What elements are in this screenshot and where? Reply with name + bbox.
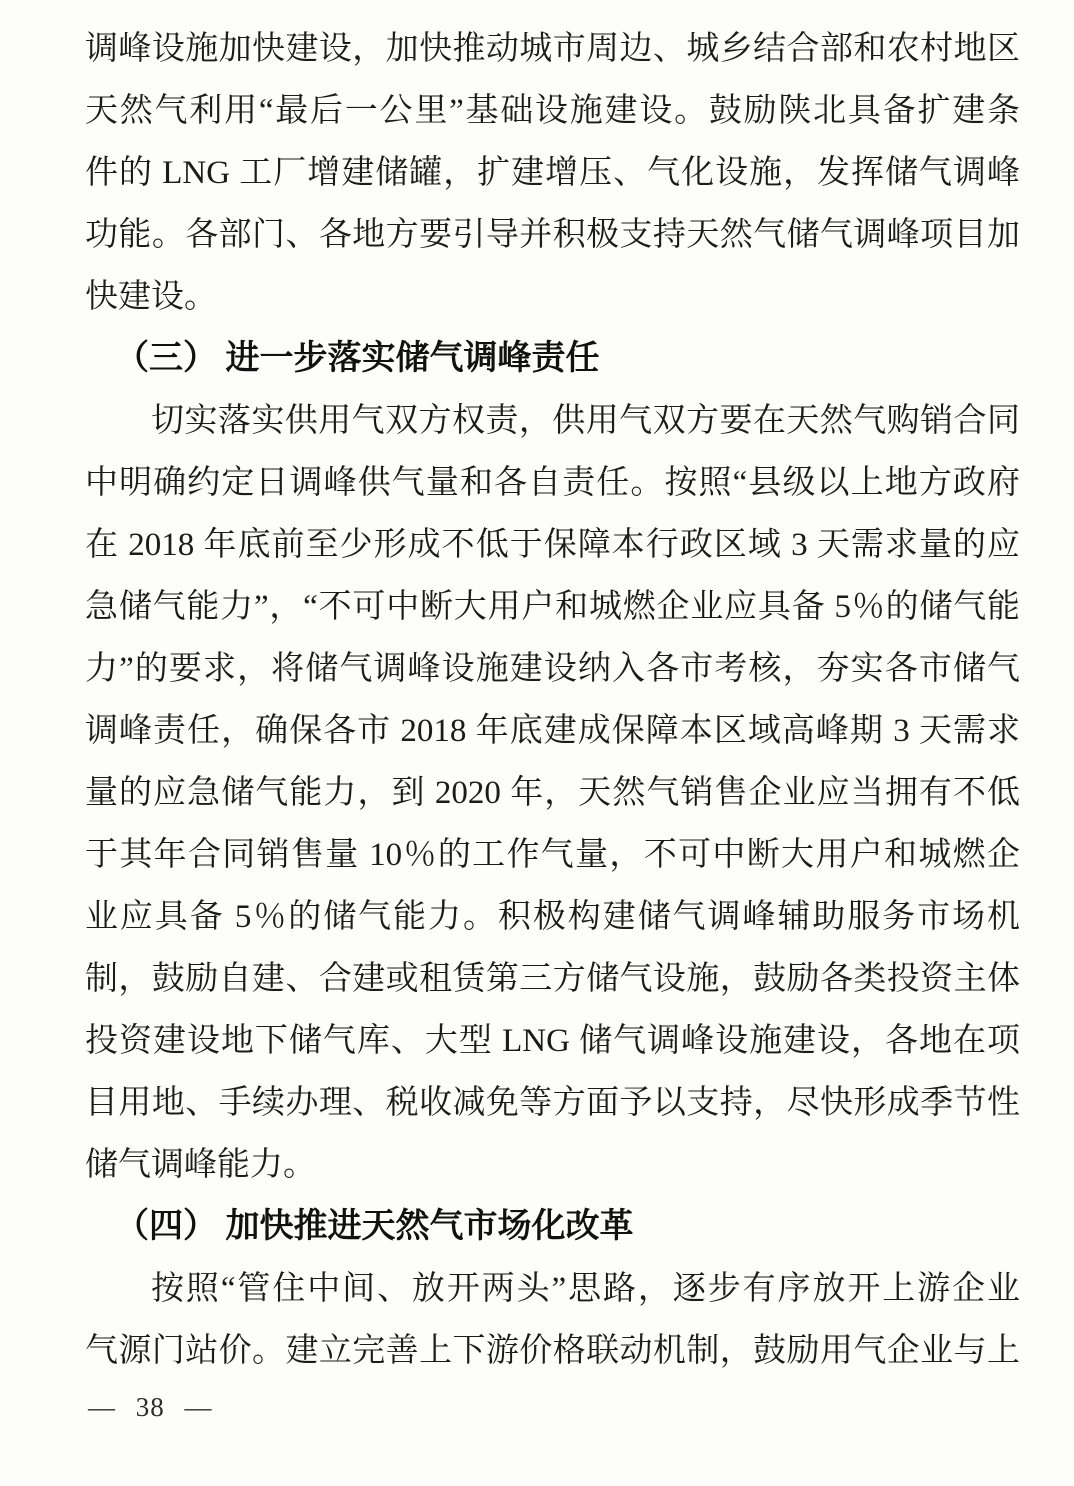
- paragraph-storage-responsibility: [85, 390, 1020, 1196]
- text-line: 功能。各部门、各地方要引导并积极支持天然气储气调峰项目加: [85, 217, 1020, 253]
- text-line: 调峰责任，确保各市 2018 年底建成保障本区域高峰期 3 天需求: [85, 713, 1020, 749]
- text-line: 制，鼓励自建、合建或租赁第三方储气设施，鼓励各类投资主体: [85, 961, 1020, 997]
- text-line: 在 2018 年底前至少形成不低于保障本行政区域 3 天需求量的应: [85, 527, 1020, 563]
- section-heading-4: （四） 加快推进天然气市场化改革: [115, 1208, 634, 1245]
- section-heading-3: （三） 进一步落实储气调峰责任: [115, 340, 600, 377]
- text-line: 力”的要求，将储气调峰设施建设纳入各市考核，夯实各市储气: [85, 651, 1020, 687]
- text-line: 业应具备 5％的储气能力。积极构建储气调峰辅助服务市场机: [85, 899, 1020, 935]
- text-line: 气源门站价。建立完善上下游价格联动机制，鼓励用气企业与上: [85, 1333, 1020, 1369]
- text-line: 投资建设地下储气库、大型 LNG 储气调峰设施建设，各地在项: [85, 1023, 1020, 1059]
- text-line: 急储气能力”，“不可中断大用户和城燃企业应具备 5％的储气能: [85, 589, 1020, 625]
- text-line: 按照“管住中间、放开两头”思路，逐步有序放开上游企业: [151, 1271, 1020, 1307]
- text-line: 中明确约定日调峰供气量和各自责任。按照“县级以上地方政府: [85, 465, 1020, 501]
- text-line: 目用地、手续办理、税收减免等方面予以支持，尽快形成季节性: [85, 1085, 1020, 1121]
- page-number: — 38 —: [88, 1392, 213, 1422]
- text-line: 件的 LNG 工厂增建储罐，扩建增压、气化设施，发挥储气调峰: [85, 155, 1020, 191]
- text-line: 于其年合同销售量 10％的工作气量，不可中断大用户和城燃企: [85, 837, 1020, 873]
- text-line: 量的应急储气能力，到 2020 年，天然气销售企业应当拥有不低: [85, 775, 1020, 811]
- document-body: [85, 18, 1020, 1382]
- text-line: 调峰设施加快建设，加快推动城市周边、城乡结合部和农村地区: [85, 31, 1020, 67]
- text-line: 快建设。: [85, 279, 217, 315]
- paragraph-market-reform: [85, 1258, 1020, 1382]
- text-line: 切实落实供用气双方权责，供用气双方要在天然气购销合同: [151, 403, 1020, 439]
- text-line: 天然气利用“最后一公里”基础设施建设。鼓励陕北具备扩建条: [85, 93, 1020, 129]
- paragraph-continuation: [85, 18, 1020, 328]
- text-line: 储气调峰能力。: [85, 1147, 316, 1183]
